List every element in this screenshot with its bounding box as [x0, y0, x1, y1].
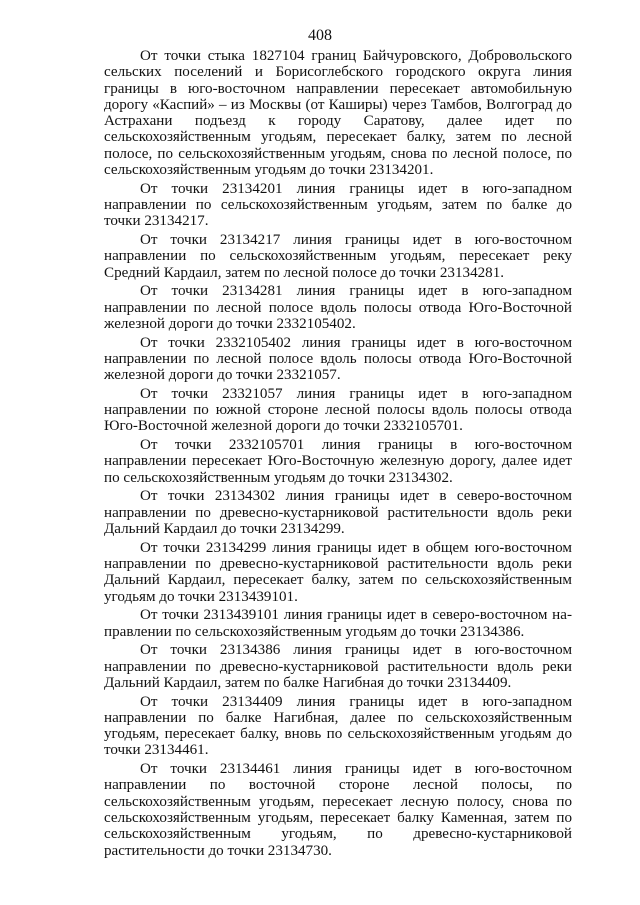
paragraph: От точки 2332105701 линия границы в юго-восточном направлении пересекает Юго-Восточную железную дорогу, далее идет по сельскохозяйственным угодьям до точки 23134302. [104, 437, 572, 486]
paragraph: От точки 23134461 линия границы идет в юго-восточном направлении по восточной стороне лесной полосы, по сельскохозяйственным угодьям, пересекает лесную полосу, снова по сельскохозяйственным угодьям, пересекает балку Каменная, затем по сельскохозяйственным угодьям, по древесно-кустарниковой растительности до точки 23134730. [104, 761, 572, 859]
paragraph: От точки 23321057 линия границы идет в юго-западном направлении по южной стороне лесной полосы вдоль полосы отвода Юго-Восточной железной дороги до точки 2332105701. [104, 385, 572, 435]
paragraph: От точки 2332105402 линия границы идет в юго-восточном направлении по лесной полосе вдоль полосы отвода Юго-Восточной железной дороги до точки 23321057. [104, 334, 572, 384]
paragraph: От точки 2313439101 линия границы идет в северо-восточном направлении по сельскохозяйственным угодьям до точки 23134386. [104, 607, 572, 640]
page-number: 408 [308, 27, 332, 44]
paragraph: От точки 23134299 линия границы идет в общем юго-восточном направлении по древесно-кустарниковой растительности вдоль реки Дальний Кардаил, пересекает балку, затем по сельскохозяйственным угодьям до точки 2313439101. [104, 539, 572, 605]
paragraph: От точки 23134281 линия границы идет в юго-западном направлении по лесной полосе вдоль полосы отвода Юго-Восточной железной дороги до точки 2332105402. [104, 283, 572, 332]
document-body [104, 48, 572, 861]
paragraph: От точки стыка 1827104 границ Байчуровского, Добровольского сельских поселений и Борисоглебского городского округа линия границы в юго-восточном направлении пересекает автомобильную дорогу «Каспий» – из Москвы (от Каширы) через Тамбов, Волгоград до Астрахани подъезд к городу Саратову, далее идет по сельскохозяйственным угодьям, пересекает балку, затем по лесной полосе, по сельскохозяйственным угодьям, снова по лесной полосе, по сельскохозяйственным угодьям до точки 23134201. [104, 48, 572, 179]
paragraph: От точки 23134217 линия границы идет в юго-восточном направлении по сельскохозяйственным угодьям, пересекает реку Средний Кардаил, затем по лесной полосе до точки 23134281. [104, 232, 572, 281]
paragraph: От точки 23134409 линия границы идет в юго-западном направлении по балке Нагибная, далее по сельскохозяйственным угодьям, пересекает балку, вновь по сельскохозяйственным угодьям до точки 23134461. [104, 693, 572, 759]
paragraph: От точки 23134302 линия границы идет в северо-восточном направлении по древесно-кустарниковой растительности вдоль реки Дальний Кардаил до точки 23134299. [104, 488, 572, 538]
paragraph: От точки 23134201 линия границы идет в юго-западном направлении по сельскохозяйственным угодьям, затем по балке до точки 23134217. [104, 180, 572, 230]
paragraph: От точки 23134386 линия границы идет в юго-восточном направлении по древесно-кустарниковой растительности вдоль реки Дальний Кардаил, затем по балке Нагибная до точки 23134409. [104, 642, 572, 691]
